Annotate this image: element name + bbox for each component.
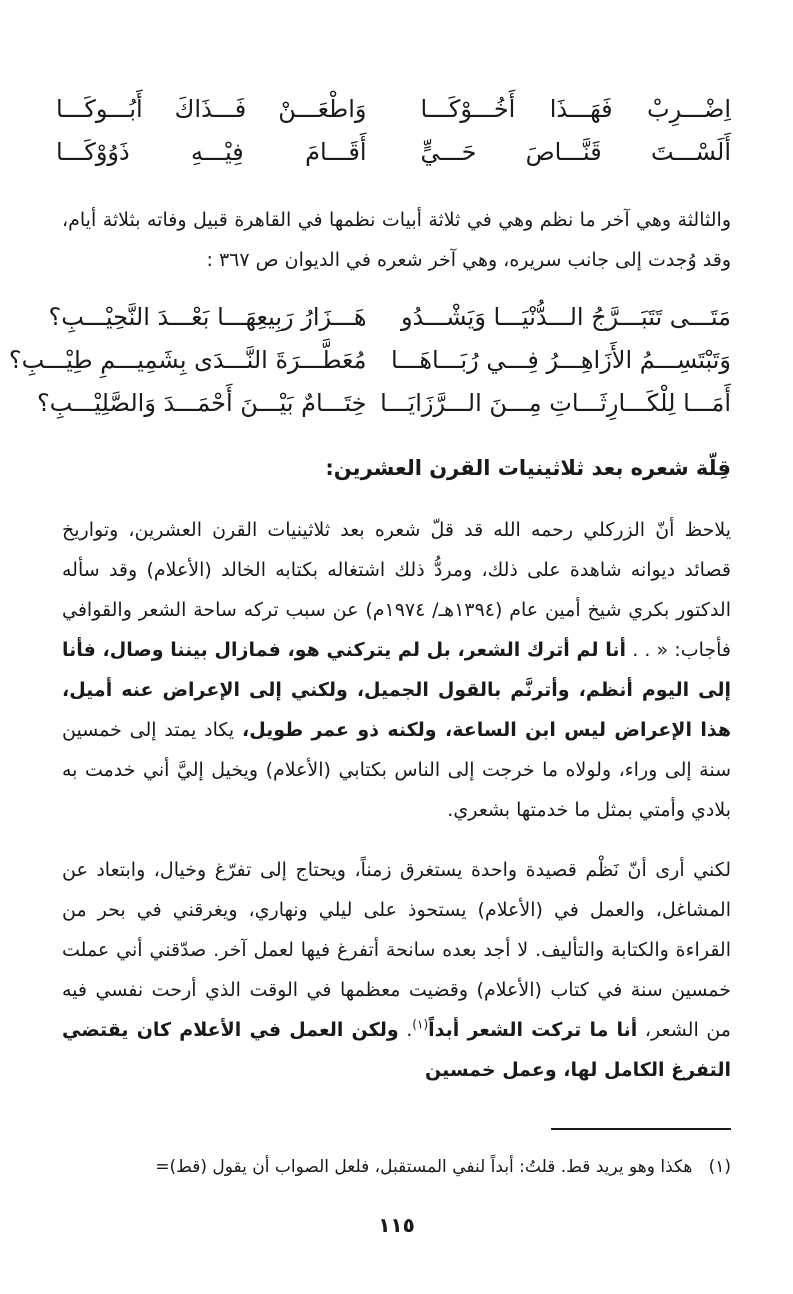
footnote: [62, 1150, 731, 1184]
couplet: [56, 131, 731, 174]
bold-quote: أنا ما تركت الشعر أبداً: [428, 1019, 638, 1041]
closing-paragraph: [62, 850, 731, 1090]
hemistich-first: وَتَبْتَسِـــمُ الأَزَاهِـــرُ فِـــي رُبَـــاهَـــا: [390, 346, 731, 374]
body-paragraph: [62, 510, 731, 830]
couplet: [56, 88, 731, 131]
hemistich-second: أَقَـــامَ فِيْـــهِ ذَوُوْكَـــا: [56, 138, 367, 166]
hemistich-first: مَتَـــى تَتَبَـــرَّجُ الـــدُّنْيَـــا وَيَشْـــدُو: [400, 303, 731, 331]
couplet: [48, 296, 731, 339]
footnote-marker: (١): [708, 1157, 731, 1177]
hemistich-first: أَمَـــا لِلْكَـــارِثَـــاتِ مِـــنَ الـــرَّزَايَـــا: [380, 389, 731, 417]
hemistich-second: خِتَـــامٌ بَيْـــنَ أَحْمَـــدَ وَالصَّلِيْـــبِ؟: [36, 389, 367, 417]
couplet: [8, 339, 731, 382]
footnote-text: هكذا وهو يريد قط. قلتُ: أبداً لنفي المستقبل، فلعل الصواب أن يقول (قط)=: [155, 1157, 693, 1177]
body-text: يكاد يمتد إلى خمسين سنة إلى وراء، ولولاه ما خرجت إلى الناس بكتابي (الأعلام) ويخيل إليَّ أني خدمت به بلادي وأمتي بمثل ما خدمتها بشعري.: [62, 719, 731, 821]
body-text: يلاحظ أنّ الزركلي رحمه الله قد قلّ شعره بعد ثلاثينيات القرن العشرين، وتواريخ قصائد ديوانه شاهدة على ذلك، ومردُّ ذلك اشتغاله بكتابه الخالد (الأعلام) وقد سأله الدكتور بكري شيخ أمين عام (١٣٩٤هـ/ ١٩٧٤م) عن سبب تركه ساحة الشعر والقوافي فأجاب: « . .: [62, 519, 731, 661]
footnote-divider: [551, 1128, 731, 1130]
hemistich-first: اِضْـــرِبْ فَهَـــذَا أَخُـــوْكَـــا: [420, 95, 731, 123]
body-text: .: [406, 1019, 413, 1041]
page-number: ١١٥: [378, 1213, 415, 1237]
hemistich-second: هَـــزَارُ رَبِيعِهَـــا بَعْـــدَ النَّحِيْـــبِ؟: [48, 303, 367, 331]
footnote-reference[interactable]: (١): [412, 1017, 429, 1032]
body-text: لكني أرى أنّ نَظْم قصيدة واحدة يستغرق زمناً، ويحتاج إلى تفرّغ وخيال، وابتعاد عن المشاغل، والعمل في (الأعلام) يستحوذ على ليلي ونهاري، ويغرقني في بحر من القراءة والكتابة والتأليف. لا أجد بعده سانحة أتفرغ فيها لعمل آخر. صدّقني أني عملت خمسين سنة في كتاب (الأعلام) وقضيت معظمها في الوقت الذي أرحت نفسي فيه من الشعر،: [62, 859, 731, 1041]
section-heading: قِلّة شعره بعد ثلاثينيات القرن العشرين:: [325, 456, 731, 480]
hemistich-second: مُعَطَّـــرَةَ النَّـــدَى بِشَمِيـــمِ طِيْـــبِ؟: [8, 346, 367, 374]
hemistich-second: وَاطْعَـــنْ فَـــذَاكَ أَبُـــوكَـــا: [56, 95, 367, 123]
couplet: [36, 382, 731, 425]
poem-second: [8, 296, 731, 425]
hemistich-first: أَلَسْـــتَ قَنَّـــاصَ حَـــيٍّ: [420, 138, 731, 166]
intro-paragraph: والثالثة وهي آخر ما نظم وهي في ثلاثة أبيات نظمها في القاهرة قبيل وفاته بثلاثة أيام، وقد وُجدت إلى جانب سريره، وهي آخر شعره في الديوان ص ٣٦٧ :: [62, 209, 731, 271]
bold-quote: ولكن العمل في الأعلام كان يقتضي التفرغ الكامل لها، وعمل خمسين: [62, 1019, 731, 1081]
poem-first: [56, 88, 731, 174]
bold-quote: أنا لم أترك الشعر، بل لم يتركني هو، فمازال بيننا وصال، فأنا إلى اليوم أنظم، وأترنَّم بالقول الجميل، ولكني إلى الإعراض عنه أميل، هذا الإعراض ليس ابن الساعة، ولكنه ذو عمر طويل،: [62, 639, 731, 741]
